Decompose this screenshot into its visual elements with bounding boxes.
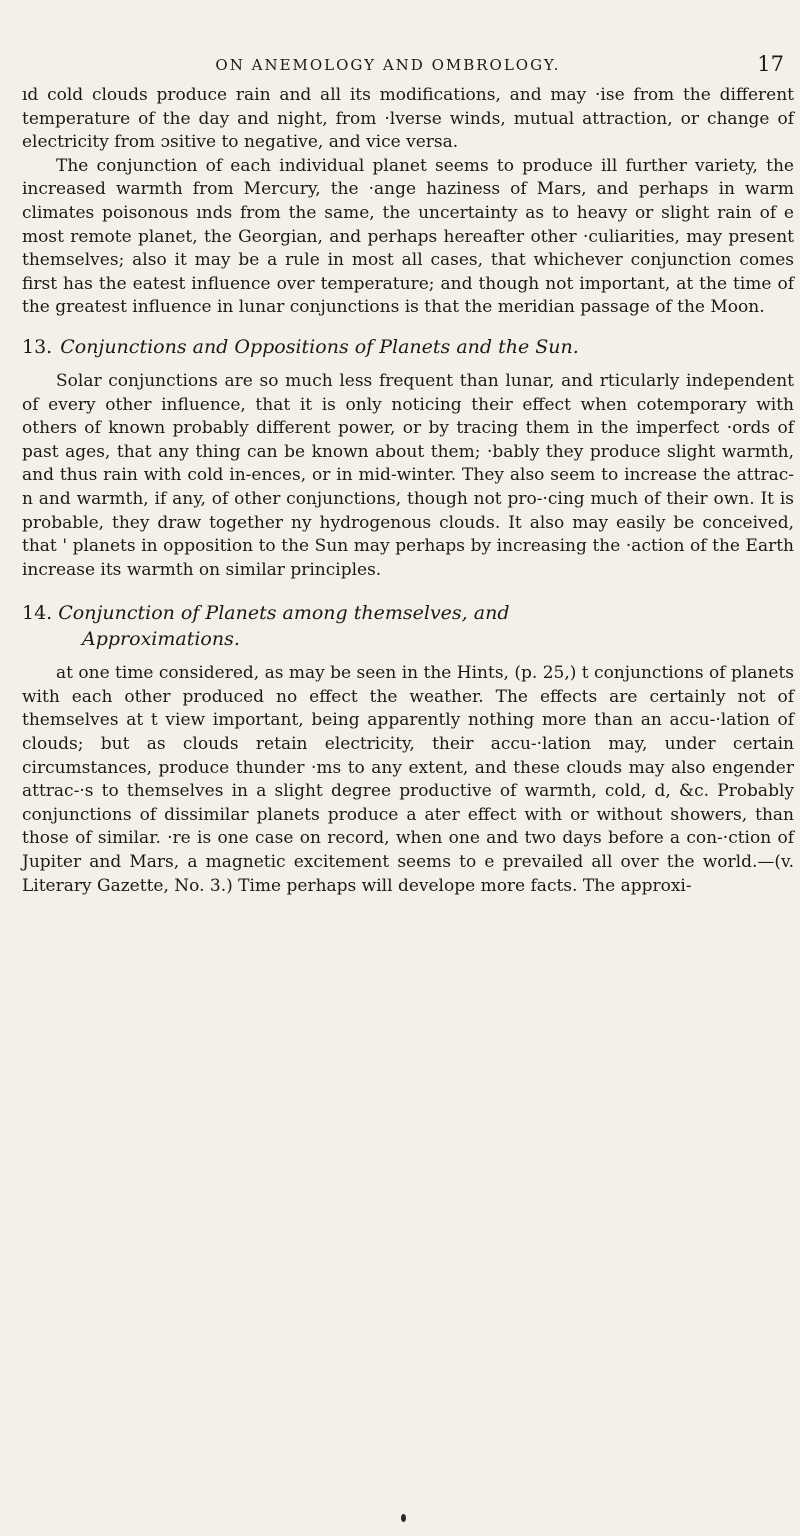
section-14-title-line1: Conjunction of Planets among themselves, and — [58, 602, 510, 625]
page-number: 17 — [757, 52, 784, 76]
paragraph-clouds-rain: ıd cold clouds produce rain and all its modifications, and may ·ise from the different temperature of the day and night, from ·lverse winds, mutual attraction, or change of electricity from ɔsitive to negative, and vice versa. — [22, 85, 794, 153]
section-14-title-line2: Approximations. — [82, 628, 240, 651]
paragraph-planet-approximations: at one time considered, as may be seen in the Hints, (p. 25,) t conjunctions of planets with each other produced no effect the weather. The effects are certainly not of themselves at t view important, being apparently nothing more than an accu-·lation of clouds; but as clouds retain electricity, their accu-·lation may, under certain circumstances, produce thunder ·ms to any extent, and these clouds may also engender attrac-·s to themselves in a slight degree productive of warmth, cold, d, &c. Probably conjunctions of dissimilar planets produce a ater effect with or without showers, than those of similar. ·re is one case on record, when one and two days before a con-·ction of Jupiter and Mars, a magnetic excitement seems to e prevailed all over the world.—(v. Literary Gazette, No. 3.) Time perhaps will develope more facts. The approxi- — [22, 663, 794, 896]
ink-mark — [401, 1514, 406, 1522]
paragraph-planet-conjunctions: The conjunction of each individual planet seems to produce ill further variety, the increased warmth from Mercury, the ·ange haziness of Mars, and perhaps in warm climates poisonous ınds from the same, the uncertainty as to heavy or slight rain of e most remote planet, the Georgian, and perhaps hereafter other ·culiarities, may present themselves; also it may be a rule in most all cases, that whichever conjunction comes first has the eatest influence over temperature; and though not important, at the time of the greatest influence in lunar conjunctions is that the meridian passage of the Moon. — [22, 155, 794, 318]
section-14-number: 14. — [22, 602, 53, 625]
page-header — [22, 44, 794, 84]
section-13-heading — [22, 334, 794, 360]
section-13-number: 13. — [22, 335, 53, 358]
book-page — [22, 44, 794, 898]
section-14-heading — [22, 600, 794, 652]
paragraph-solar-conjunctions: Solar conjunctions are so much less frequent than lunar, and rticularly independent of every other influence, that it is only noticing their effect when cotemporary with others of known probably different power, or by tracing them in the imperfect ·ords of past ages, that any thing can be known about them; ·bably they produce slight warmth, and thus rain with cold in-ences, or in mid-winter. They also seem to increase the attrac-n and warmth, if any, of other conjunctions, though not pro-·cing much of their own. It is probable, they draw together ny hydrogenous clouds. It also may easily be conceived, that ' planets in opposition to the Sun may perhaps by increasing the ·action of the Earth increase its warmth on similar principles. — [22, 370, 794, 580]
running-head: ON ANEMOLOGY AND OMBROLOGY. — [215, 56, 561, 74]
section-13-title: Conjunctions and Oppositions of Planets and the Sun. — [60, 335, 579, 358]
